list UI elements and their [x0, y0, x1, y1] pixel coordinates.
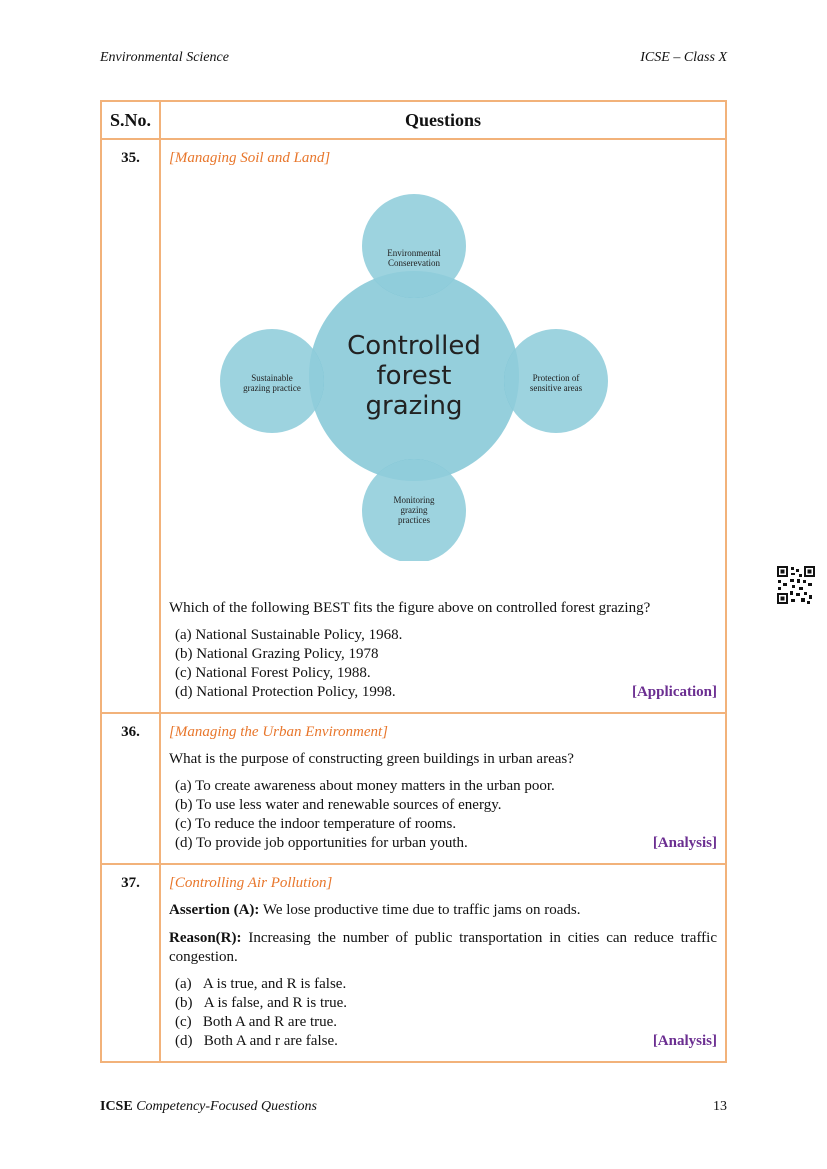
option-d-text: (d) Both A and r are false.: [175, 1033, 338, 1049]
footer-title: [100, 1099, 317, 1115]
reason-label: Reason(R):: [169, 930, 242, 946]
bottom-label: grazing: [400, 505, 428, 515]
page-number: 13: [713, 1099, 727, 1114]
center-label-line: forest: [376, 361, 452, 391]
option-d: [175, 1032, 717, 1051]
assertion-label: Assertion (A):: [169, 902, 260, 918]
concept-diagram-svg: [169, 191, 709, 561]
satellite-circle-top: [362, 194, 466, 298]
running-header-class: ICSE – Class X: [640, 50, 727, 65]
option-c: (c) To reduce the indoor temperature of rooms.: [175, 816, 457, 832]
right-label: sensitive areas: [529, 383, 583, 393]
question-topic: [Managing Soil and Land]: [169, 150, 331, 166]
question-number: 35.: [101, 139, 160, 713]
question-number: 36.: [101, 713, 160, 864]
option-a: (a) National Sustainable Policy, 1968.: [175, 627, 403, 643]
column-header-questions: Questions: [160, 101, 726, 139]
options-list: [169, 626, 717, 702]
options-list: [169, 975, 717, 1051]
qr-code-icon[interactable]: [777, 566, 815, 604]
reason-text: Increasing the number of public transportation in cities can reduce traffic congestion.: [169, 930, 717, 965]
right-label: Protection of: [532, 373, 580, 383]
options-list: [169, 777, 717, 853]
bottom-label: practices: [398, 515, 430, 525]
option-d-text: (d) To provide job opportunities for urban youth.: [175, 835, 468, 851]
reason: [169, 929, 717, 967]
option-d-text: (d) National Protection Policy, 1998.: [175, 684, 396, 700]
option-d: [175, 683, 717, 702]
question-number: 37.: [101, 864, 160, 1062]
option-c: (c) Both A and R are true.: [175, 1014, 338, 1030]
question-text: What is the purpose of constructing green buildings in urban areas?: [169, 751, 574, 767]
bottom-label: Monitoring: [393, 495, 435, 505]
question-topic: [Managing the Urban Environment]: [169, 724, 389, 740]
footer-brand: ICSE: [100, 1099, 133, 1114]
top-label: Environmental: [387, 248, 441, 258]
option-a: (a) A is true, and R is false.: [175, 976, 347, 992]
option-b: (b) To use less water and renewable sources of energy.: [175, 797, 502, 813]
concept-diagram: [169, 191, 717, 561]
question-text: Which of the following BEST fits the figure above on controlled forest grazing?: [169, 600, 651, 616]
option-c: (c) National Forest Policy, 1988.: [175, 665, 371, 681]
footer-subtitle: Competency-Focused Questions: [136, 1099, 317, 1114]
option-b: (b) A is false, and R is true.: [175, 995, 348, 1011]
center-label-line: Controlled: [347, 331, 481, 361]
assertion-text: We lose productive time due to traffic jams on roads.: [262, 902, 581, 918]
assertion: [169, 901, 717, 920]
question-row-37: [101, 864, 726, 1062]
option-b: (b) National Grazing Policy, 1978: [175, 646, 379, 662]
questions-table: [100, 100, 727, 1063]
question-row-35: [101, 139, 726, 713]
top-label: Conserevation: [388, 258, 440, 268]
center-label-line: grazing: [365, 391, 463, 421]
left-label: Sustainable: [251, 373, 293, 383]
left-label: grazing practice: [243, 383, 301, 393]
cognitive-level-tag: [Analysis]: [652, 835, 717, 851]
option-d: [175, 834, 717, 853]
option-a: (a) To create awareness about money matters in the urban poor.: [175, 778, 555, 794]
cognitive-level-tag: [Application]: [631, 684, 717, 700]
cognitive-level-tag: [Analysis]: [652, 1033, 717, 1049]
running-header-subject: Environmental Science: [100, 50, 229, 65]
column-header-sno: S.No.: [101, 101, 160, 139]
question-row-36: [101, 713, 726, 864]
question-topic: [Controlling Air Pollution]: [169, 875, 333, 891]
